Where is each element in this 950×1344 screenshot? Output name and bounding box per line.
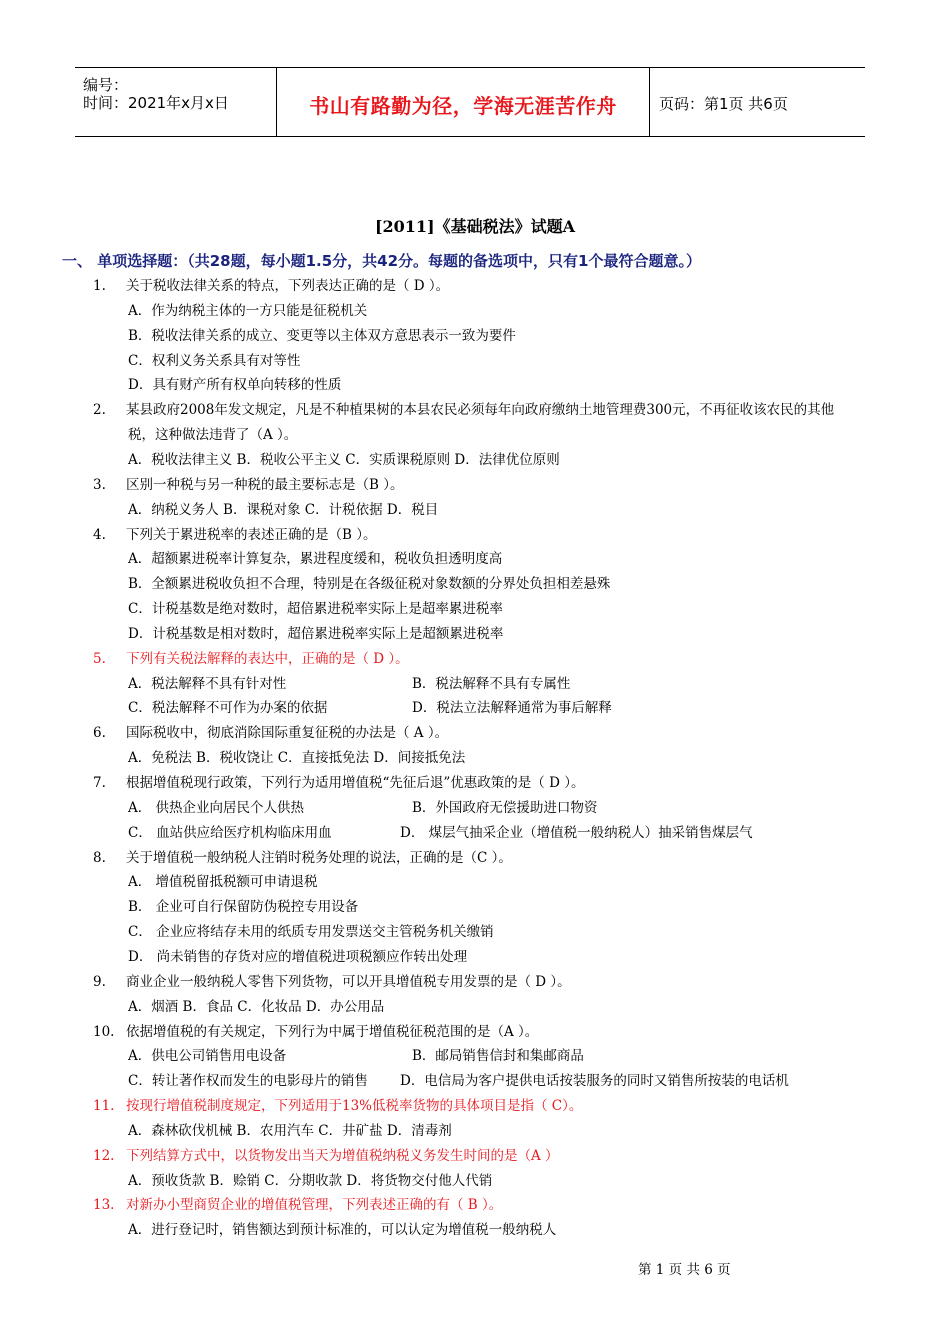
option-text: B．税收法律关系的成立、变更等以主体双方意思表示一致为要件 [128, 327, 516, 344]
question-number: 13. [93, 1197, 115, 1214]
option-text: A．纳税义务人 B．课税对象 C．计税依据 D．税目 [128, 501, 439, 518]
header-motto: 书山有路勤为径，学海无涯苦作舟 [309, 94, 617, 118]
question-text: 下列结算方式中，以货物发出当天为增值税纳税义务发生时间的是（A ） [126, 1147, 559, 1164]
document-title: [2011]《基础税法》试题A [374, 217, 576, 236]
question-text: 商业企业一般纳税人零售下列货物，可以开具增值税专用发票的是（ D ）。 [126, 973, 571, 990]
question-text: 某县政府2008年发文规定，凡是不种植果树的本县农民必须每年向政府缴纳土地管理费300元，不再征收该农民的其他 [126, 402, 835, 419]
option-text: D．电信局为客户提供电话按装服务的同时又销售所按装的电话机 [400, 1073, 789, 1090]
question-text: 国际税收中，彻底消除国际重复征税的办法是（ A ）。 [126, 725, 449, 742]
option-text: B．全额累进税收负担不合理，特别是在各级征税对象数额的分界处负担相差悬殊 [128, 576, 611, 593]
option-text: C．转让著作权而发生的电影母片的销售 [128, 1073, 368, 1090]
option-text: D．具有财产所有权单向转移的性质 [128, 377, 342, 394]
question-text: 下列关于累进税率的表述正确的是（B ）。 [126, 526, 377, 543]
option-text: A． 增值税留抵税额可申请退税 [128, 874, 318, 891]
option-text: A．烟酒 B．食品 C．化妆品 D．办公用品 [128, 998, 385, 1015]
page-footer: 第 1 页 共 6 页 [638, 1262, 731, 1278]
question-number: 10. [93, 1023, 115, 1040]
question-number: 5. [93, 650, 106, 667]
option-text: D．税法立法解释通常为事后解释 [412, 700, 612, 717]
option-text: A．作为纳税主体的一方只能是征税机关 [128, 302, 368, 319]
section-heading: 一、 单项选择题：（共28题，每小题1.5分，共42分。每题的备选项中，只有1个最符合题意。） [62, 252, 701, 270]
option-text: A．预收货款 B．赊销 C．分期收款 D．将货物交付他人代销 [128, 1172, 493, 1189]
question-text: 依据增值税的有关规定，下列行为中属于增值税征税范围的是（A ）。 [126, 1023, 539, 1040]
page-header [75, 67, 865, 137]
question-number: 3. [93, 476, 106, 493]
document-number-label: 编号： [83, 76, 129, 94]
option-text: C．税法解释不可作为办案的依据 [128, 700, 328, 717]
question-number: 2. [93, 402, 106, 419]
option-text: A．税收法律主义 B．税收公平主义 C．实质课税原则 D．法律优位原则 [128, 451, 560, 468]
option-text: A．税法解释不具有针对性 [128, 675, 287, 692]
header-middle-cell [277, 68, 650, 136]
question-text: 下列有关税法解释的表达中，正确的是（ D ）。 [126, 650, 409, 667]
header-page-label: 页码：第1页 共6页 [659, 95, 788, 113]
option-text: D． 尚未销售的存货对应的增值税进项税额应作转出处理 [128, 948, 468, 965]
option-text: A．超额累进税率计算复杂，累进程度缓和，税收负担透明度高 [128, 551, 503, 568]
option-text: C． 血站供应给医疗机构临床用血 [128, 824, 332, 841]
option-text: B． 企业可自行保留防伪税控专用设备 [128, 899, 359, 916]
question-number: 12. [93, 1147, 115, 1164]
option-text: D． 煤层气抽采企业（增值税一般纳税人）抽采销售煤层气 [400, 824, 753, 841]
question-number: 1. [93, 278, 106, 294]
option-text: A． 供热企业向居民个人供热 [128, 799, 305, 816]
option-text: C．计税基数是绝对数时，超倍累进税率实际上是超率累进税率 [128, 601, 503, 618]
question-text: 关于税收法律关系的特点，下列表达正确的是（ D ）。 [126, 278, 450, 294]
document-date-label: 时间：2021年x月x日 [83, 94, 229, 112]
question-text: 对新办小型商贸企业的增值税管理，下列表述正确的有（ B ）。 [126, 1197, 503, 1214]
option-text: A．森林砍伐机械 B．农用汽车 C．井矿盐 D．清毒剂 [128, 1122, 452, 1139]
question-number: 4. [93, 526, 106, 543]
option-text: 税，这种做法违背了（A ）。 [128, 427, 298, 444]
option-text: B．邮局销售信封和集邮商品 [412, 1048, 584, 1065]
option-text: B．税法解释不具有专属性 [412, 675, 571, 692]
question-number: 7. [93, 775, 106, 791]
option-text: B．外国政府无偿援助进口物资 [412, 799, 598, 816]
option-text: D．计税基数是相对数时，超倍累进税率实际上是超额累进税率 [128, 625, 504, 642]
option-text: C． 企业应将结存未用的纸质专用发票送交主管税务机关缴销 [128, 924, 494, 941]
question-number: 11. [93, 1098, 115, 1115]
option-text: A．供电公司销售用电设备 [128, 1048, 287, 1065]
question-text: 关于增值税一般纳税人注销时税务处理的说法，正确的是（C ）。 [126, 849, 512, 866]
option-text: C．权利义务关系具有对等性 [128, 352, 301, 369]
question-number: 6. [93, 725, 106, 742]
question-text: 区别一种税与另一种税的最主要标志是（B ）。 [126, 476, 404, 493]
question-number: 9. [93, 973, 106, 990]
header-right-cell [650, 68, 865, 136]
question-number: 8. [93, 849, 106, 866]
question-text: 根据增值税现行政策，下列行为适用增值税“先征后退”优惠政策的是（ D ）。 [126, 775, 585, 791]
option-text: A．进行登记时，销售额达到预计标准的，可以认定为增值税一般纳税人 [128, 1222, 557, 1239]
question-text: 按现行增值税制度规定，下列适用于13%低税率货物的具体项目是指（ C）。 [126, 1098, 583, 1115]
option-text: A．免税法 B．税收饶让 C．直接抵免法 D．间接抵免法 [128, 750, 466, 767]
header-left-cell [75, 68, 277, 136]
